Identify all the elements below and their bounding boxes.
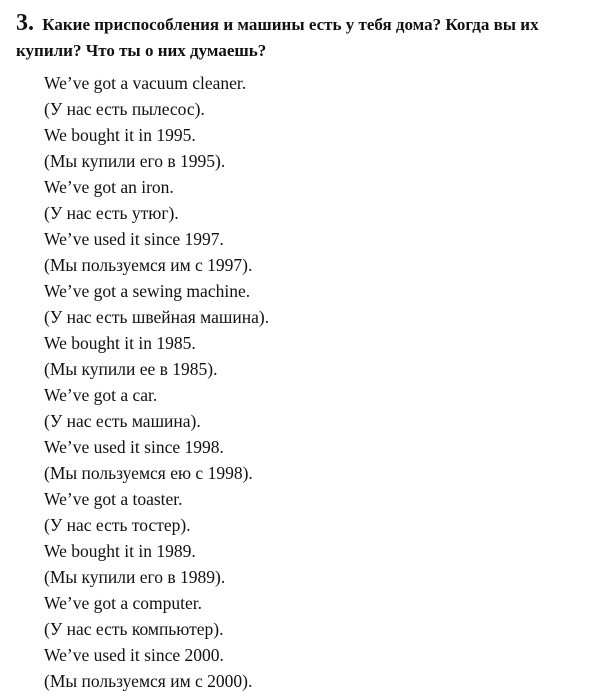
answer-line: We bought it in 1989. — [44, 541, 196, 561]
exercise-header — [16, 10, 606, 64]
answer-line: We’ve used it since 2000. — [44, 645, 224, 665]
answer-line: We bought it in 1995. — [44, 125, 196, 145]
answer-line: (Мы купили его в 1989). — [44, 567, 226, 587]
answer-line: We’ve used it since 1998. — [44, 437, 224, 457]
exercise-question: Какие приспособления и машины есть у тебя дома? Когда вы их купили? Что ты о них думаешь? — [16, 15, 539, 60]
answer-line: (У нас есть пылесос). — [44, 99, 205, 119]
answer-line: (У нас есть компьютер). — [44, 619, 224, 639]
answer-line: (У нас есть утюг). — [44, 203, 179, 223]
answer-line: We’ve got a computer. — [44, 593, 202, 613]
answer-line: (Мы пользуемся им с 1997). — [44, 255, 253, 275]
answer-line: (Мы пользуемся ею с 1998). — [44, 463, 253, 483]
answer-line: (У нас есть машина). — [44, 411, 201, 431]
answer-line: We’ve got a car. — [44, 385, 158, 405]
answer-line: We bought it in 1985. — [44, 333, 196, 353]
answer-line: We’ve used it since 1997. — [44, 229, 224, 249]
answer-line: We’ve got an iron. — [44, 177, 174, 197]
answer-lines — [44, 70, 604, 694]
answer-line: (У нас есть тостер). — [44, 515, 191, 535]
exercise-number: 3. — [16, 10, 34, 36]
answer-line: (У нас есть швейная машина). — [44, 307, 270, 327]
answer-line: We’ve got a vacuum cleaner. — [44, 73, 247, 93]
answer-line: We’ve got a sewing machine. — [44, 281, 251, 301]
answer-line: (Мы купили ее в 1985). — [44, 359, 218, 379]
answer-line: (Мы купили его в 1995). — [44, 151, 226, 171]
answer-line: We’ve got a toaster. — [44, 489, 183, 509]
answer-line: (Мы пользуемся им с 2000). — [44, 671, 253, 691]
